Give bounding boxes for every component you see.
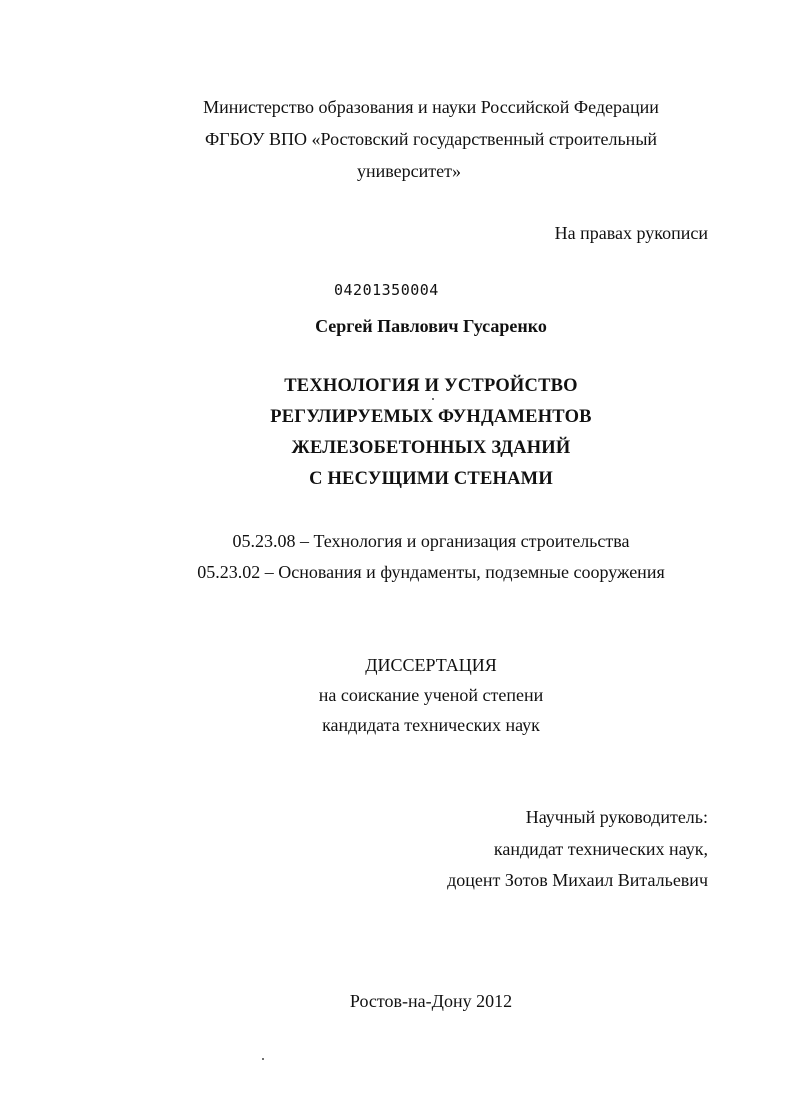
title-line-4: С НЕСУЩИМИ СТЕНАМИ: [309, 469, 553, 489]
scan-speck: [262, 1058, 264, 1060]
scan-speck: [432, 398, 434, 400]
title-line-3: ЖЕЛЕЗОБЕТОННЫХ ЗДАНИЙ: [291, 438, 571, 458]
author-name: Сергей Павлович Гусаренко: [315, 316, 547, 336]
specialty-first: 05.23.08 – Технология и организация строительства: [232, 531, 630, 551]
university-line-2: университет»: [357, 161, 461, 181]
document-type: ДИССЕРТАЦИЯ: [365, 655, 497, 675]
university-line-1: ФГБОУ ВПО «Ростовский государственный строительный: [204, 129, 658, 149]
degree-purpose: на соискание ученой степени: [318, 685, 544, 705]
ministry-line: Министерство образования и науки Российской Федерации: [203, 97, 659, 117]
degree-name: кандидата технических наук: [322, 715, 540, 735]
title-line-1: ТЕХНОЛОГИЯ И УСТРОЙСТВО: [284, 376, 578, 396]
place-and-year: Ростов-на-Дону 2012: [349, 991, 513, 1011]
manuscript-note: На правах рукописи: [554, 223, 708, 243]
supervisor-degree: кандидат технических наук,: [493, 839, 708, 859]
supervisor-name: доцент Зотов Михаил Витальевич: [447, 870, 708, 890]
supervisor-label: Научный руководитель:: [525, 807, 708, 827]
specialty-second: 05.23.02 – Основания и фундаменты, подземные сооружения: [197, 562, 665, 582]
title-line-2: РЕГУЛИРУЕМЫХ ФУНДАМЕНТОВ: [270, 407, 592, 427]
registration-number: 04201350004: [334, 281, 439, 299]
